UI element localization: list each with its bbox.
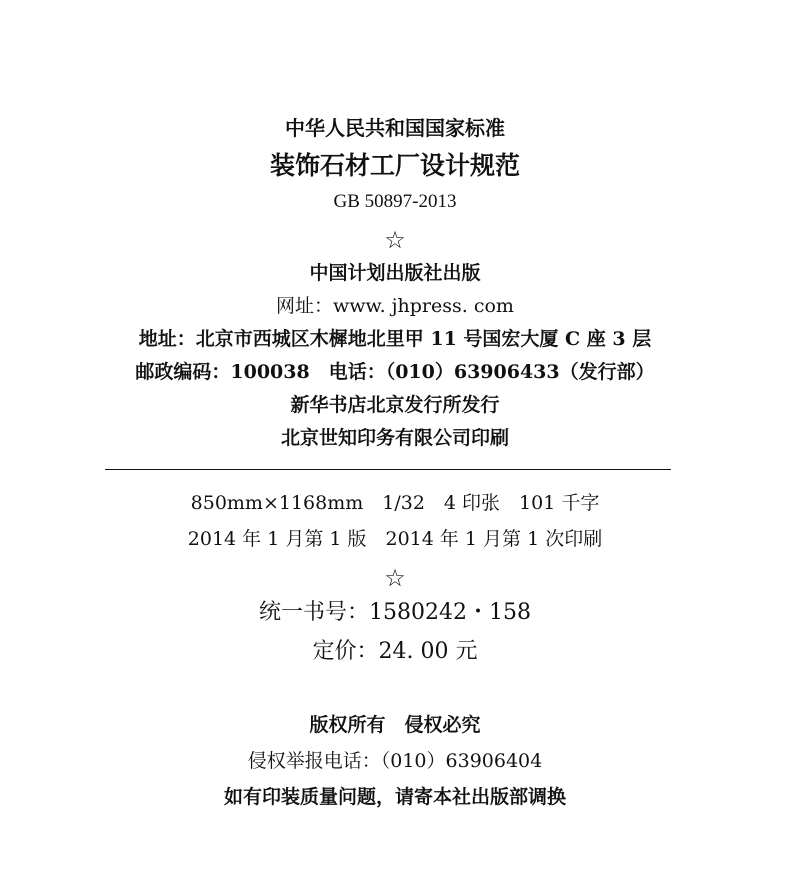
distributor: 新华书店北京发行所发行 — [290, 394, 500, 416]
postcode-and-phone: 邮政编码：100038 电话：（010）63906433（发行部） — [135, 361, 655, 383]
quality-issue-notice: 如有印装质量问题，请寄本社出版部调换 — [223, 786, 566, 808]
infringement-report-phone: 侵权举报电话：（010）63906404 — [247, 750, 543, 772]
book-format-specs: 850mm×1168mm 1/32 4 印张 101 千字 — [190, 492, 600, 514]
edition-info: 2014 年 1 月第 1 版 2014 年 1 月第 1 次印刷 — [187, 528, 603, 550]
divider-line — [105, 469, 671, 470]
publisher-address: 地址：北京市西城区木樨地北里甲 11 号国宏大厦 C 座 3 层 — [138, 328, 652, 350]
document-title: 装饰石材工厂设计规范 — [269, 151, 520, 180]
standard-series-heading: 中华人民共和国国家标准 — [285, 116, 505, 140]
star-icon: ☆ — [384, 226, 406, 254]
printer: 北京世知印务有限公司印刷 — [280, 427, 509, 449]
star-icon: ☆ — [384, 564, 406, 592]
publisher-name: 中国计划出版社出版 — [309, 262, 481, 284]
book-number: 统一书号：1580242・158 — [259, 600, 531, 625]
standard-code: GB 50897-2013 — [333, 191, 457, 212]
copyright-notice: 版权所有 侵权必究 — [309, 714, 481, 736]
price: 定价：24. 00 元 — [312, 639, 478, 664]
publisher-website: 网址：www. jhpress. com — [276, 295, 514, 317]
